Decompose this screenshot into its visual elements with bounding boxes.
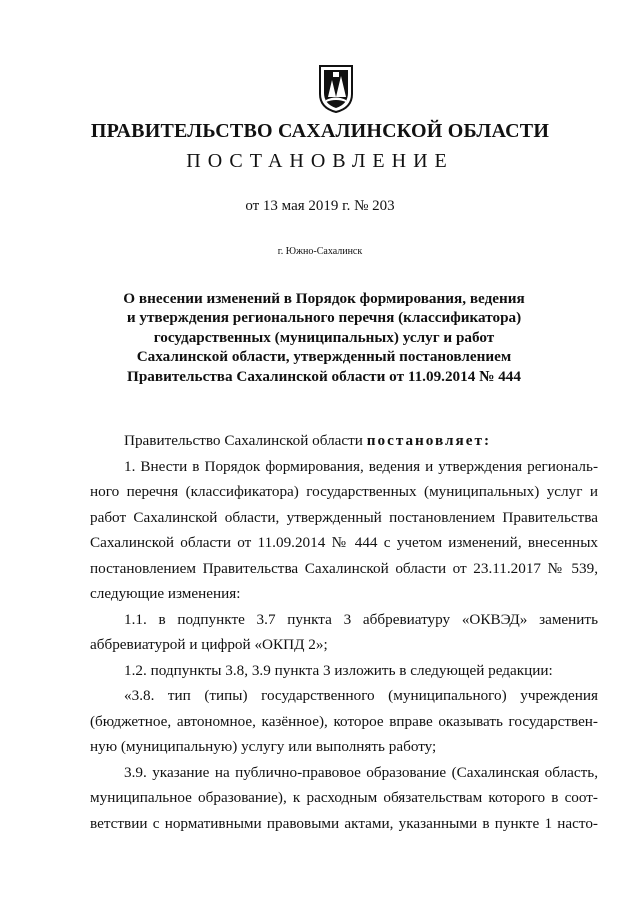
body-line: ветствии с нормативными правовыми актами, указанными в пункте 1 насто-: [90, 814, 598, 832]
body-line: Сахалинской области от 11.09.2014 № 444 с учетом изменений, внесенных: [90, 534, 598, 551]
document-date-number: от 13 мая 2019 г. № 203: [245, 198, 395, 214]
coat-of-arms-icon: [318, 64, 354, 114]
document-type: ПОСТАНОВЛЕНИЕ: [186, 150, 454, 172]
document-body: [90, 428, 598, 836]
body-line: муниципальное образование), к расходным обязательствам которого в соот-: [90, 789, 598, 806]
body-line: ную (муниципальную) услугу или выполнять работу;: [90, 738, 437, 755]
intro-emphasis: постановляет:: [366, 432, 492, 449]
body-line: следующие изменения:: [90, 585, 241, 602]
body-line: «3.8. тип (типы) государственного (муниципального) учреждения: [124, 687, 598, 704]
body-line: (бюджетное, автономное, казённое), которое вправе оказывать государствен-: [90, 712, 598, 730]
body-line: постановлением Правительства Сахалинской области от 23.11.2017 № 539,: [90, 559, 598, 577]
body-line: 3.9. указание на публично-правовое образование (Сахалинская область,: [124, 763, 598, 781]
body-line: работ Сахалинской области, утвержденный постановлением Правительства: [90, 508, 598, 526]
body-line: 1.2. подпункты 3.8, 3.9 пункта 3 изложить в следующей редакции:: [124, 661, 553, 679]
document-city: г. Южно-Сахалинск: [277, 246, 363, 257]
body-line: 1. Внести в Порядок формирования, ведения и утверждения региональ-: [124, 457, 598, 475]
document-subject: О внесении изменений в Порядок формирования, ведения и утверждения регионального перечня (классификатора) государственных (муниципальных) услуг и работ Сахалинской области, утвержденный постановлением Правительства Сахалинской области от 11.09.2014 № 444: [123, 290, 525, 385]
intro-paragraph: [90, 428, 598, 454]
body-line: аббревиатурой и цифрой «ОКПД 2»;: [90, 636, 328, 653]
body-line: 1.1. в подпункте 3.7 пункта 3 аббревиатуру «ОКВЭД» заменить: [124, 610, 598, 628]
body-line: ного перечня (классификатора) государственных (муниципальных) услуг и: [90, 483, 598, 500]
intro-text: Правительство Сахалинской области: [124, 432, 367, 449]
government-title: ПРАВИТЕЛЬСТВО САХАЛИНСКОЙ ОБЛАСТИ: [90, 120, 550, 142]
